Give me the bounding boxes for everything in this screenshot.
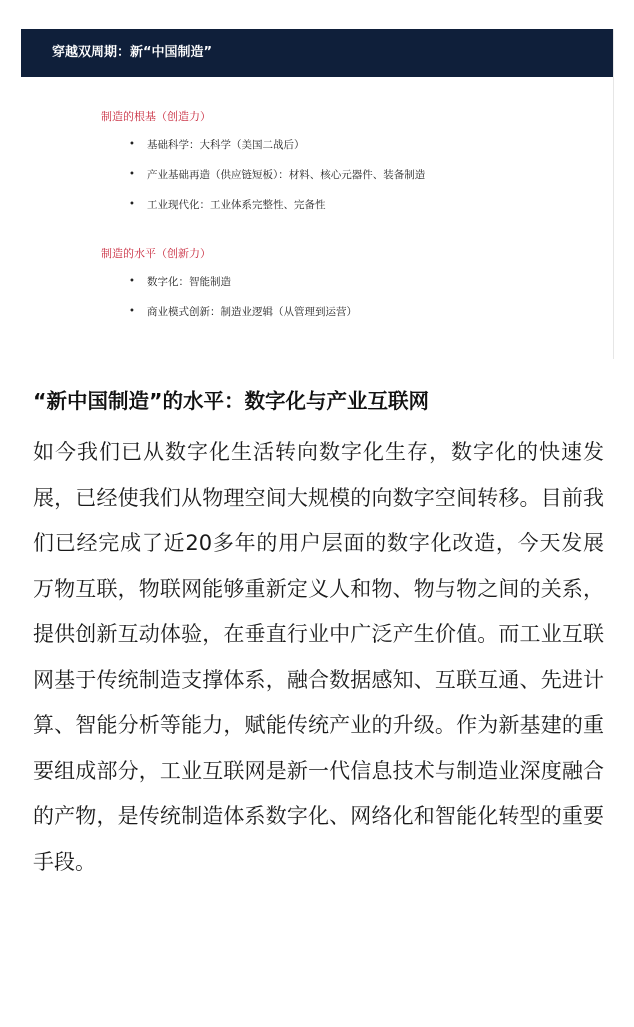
article-paragraph: 如今我们已从数字化生活转向数字化生存，数字化的快速发展，已经使我们从物理空间大规模的向数字空间转移。目前我们已经完成了近20多年的用户层面的数字化改造，今天发展万物互联，物联网能够重新定义人和物、物与物之间的关系，提供创新互动体验，在垂直行业中广泛产生价值。而工业互联网基于传统制造支撑体系，融合数据感知、互联互通、先进计算、智能分析等能力，赋能传统产业的升级。作为新基建的重要组成部分，工业互联网是新一代信息技术与制造业深度融合的产物，是传统制造体系数字化、网络化和智能化转型的重要手段。 xyxy=(33,440,604,874)
list-item-text: 商业模式创新：制造业逻辑（从管理到运营） xyxy=(147,306,357,318)
slide-header xyxy=(21,29,613,77)
slide-image xyxy=(21,29,613,359)
bullet-icon: • xyxy=(129,169,135,180)
list-item-text: 产业基础再造（供应链短板）：材料、核心元器件、装备制造 xyxy=(147,169,426,181)
bullet-icon: • xyxy=(129,276,135,287)
bullet-icon: • xyxy=(129,306,135,317)
list-item xyxy=(129,304,357,334)
article-heading: “新中国制造”的水平：数字化与产业互联网 xyxy=(33,389,429,413)
section-title-foundation: 制造的根基（创造力） xyxy=(101,110,211,123)
list-item xyxy=(129,197,425,227)
bullet-icon: • xyxy=(129,199,135,210)
section-title-level: 制造的水平（创新力） xyxy=(101,247,211,260)
slide-title: 穿越双周期：新“中国制造” xyxy=(52,45,213,60)
list-item xyxy=(129,167,425,197)
list-item-text: 基础科学：大科学（美国二战后） xyxy=(147,139,305,151)
bullet-icon: • xyxy=(129,139,135,150)
list-item-text: 工业现代化：工业体系完整性、完备性 xyxy=(147,199,326,211)
foundation-list xyxy=(129,137,425,227)
list-item xyxy=(129,274,357,304)
level-list xyxy=(129,274,357,334)
list-item xyxy=(129,137,425,167)
list-item-text: 数字化：智能制造 xyxy=(147,276,231,288)
